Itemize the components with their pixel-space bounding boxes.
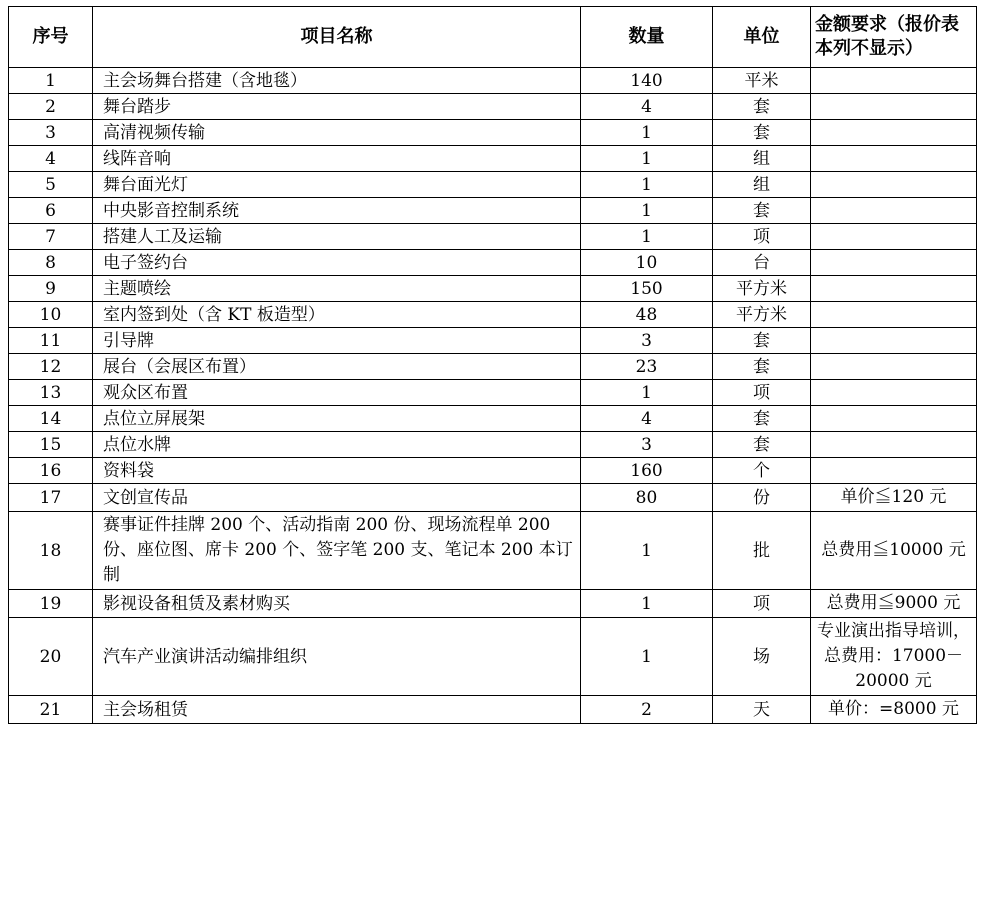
row-name: 点位立屏展架: [93, 406, 581, 432]
table-row: [9, 484, 977, 512]
row-amount: [811, 224, 977, 250]
row-qty: 160: [581, 458, 713, 484]
row-name: 中央影音控制系统: [93, 198, 581, 224]
row-amount: 单价：=8000 元: [811, 696, 977, 724]
table-row: [9, 146, 977, 172]
row-no: 6: [9, 198, 93, 224]
row-no: 19: [9, 590, 93, 618]
row-no: 18: [9, 512, 93, 590]
row-amount: 单价≦120 元: [811, 484, 977, 512]
row-name: 舞台踏步: [93, 94, 581, 120]
row-qty: 1: [581, 146, 713, 172]
row-unit: 套: [713, 94, 811, 120]
header-row: [9, 7, 977, 68]
row-qty: 1: [581, 120, 713, 146]
row-amount: [811, 172, 977, 198]
table-row: [9, 432, 977, 458]
row-qty: 1: [581, 172, 713, 198]
row-name: 主题喷绘: [93, 276, 581, 302]
row-amount: [811, 94, 977, 120]
table-row: [9, 276, 977, 302]
row-unit: 套: [713, 198, 811, 224]
row-unit: 组: [713, 172, 811, 198]
header-qty: 数量: [581, 7, 713, 68]
row-name: 汽车产业演讲活动编排组织: [93, 618, 581, 696]
table-row: [9, 696, 977, 724]
quotation-table: [8, 6, 977, 724]
row-qty: 80: [581, 484, 713, 512]
row-unit: 场: [713, 618, 811, 696]
row-unit: 个: [713, 458, 811, 484]
row-qty: 1: [581, 512, 713, 590]
row-amount: [811, 380, 977, 406]
row-unit: 台: [713, 250, 811, 276]
row-qty: 4: [581, 94, 713, 120]
table-row: [9, 590, 977, 618]
header-unit: 单位: [713, 7, 811, 68]
row-amount: [811, 146, 977, 172]
row-amount: [811, 328, 977, 354]
table-row: [9, 224, 977, 250]
row-name: 舞台面光灯: [93, 172, 581, 198]
row-name: 影视设备租赁及素材购买: [93, 590, 581, 618]
row-qty: 140: [581, 68, 713, 94]
table-row: [9, 120, 977, 146]
header-no: 序号: [9, 7, 93, 68]
table-row: [9, 172, 977, 198]
row-name: 赛事证件挂牌 200 个、活动指南 200 份、现场流程单 200 份、座位图、席卡 200 个、签字笔 200 支、笔记本 200 本订制: [93, 512, 581, 590]
row-no: 5: [9, 172, 93, 198]
row-no: 21: [9, 696, 93, 724]
header-name: 项目名称: [93, 7, 581, 68]
row-amount: [811, 276, 977, 302]
row-unit: 天: [713, 696, 811, 724]
row-qty: 3: [581, 328, 713, 354]
row-unit: 套: [713, 120, 811, 146]
row-qty: 4: [581, 406, 713, 432]
row-name: 主会场舞台搭建（含地毯）: [93, 68, 581, 94]
row-unit: 平方米: [713, 302, 811, 328]
row-amount: 总费用≦9000 元: [811, 590, 977, 618]
row-name: 文创宣传品: [93, 484, 581, 512]
row-no: 11: [9, 328, 93, 354]
row-qty: 1: [581, 590, 713, 618]
row-amount: 总费用≦10000 元: [811, 512, 977, 590]
row-no: 14: [9, 406, 93, 432]
table-row: [9, 618, 977, 696]
row-unit: 套: [713, 432, 811, 458]
row-amount: [811, 250, 977, 276]
table-row: [9, 198, 977, 224]
row-no: 3: [9, 120, 93, 146]
row-unit: 套: [713, 354, 811, 380]
row-name: 引导牌: [93, 328, 581, 354]
row-no: 7: [9, 224, 93, 250]
row-amount: [811, 432, 977, 458]
row-qty: 23: [581, 354, 713, 380]
row-unit: 套: [713, 406, 811, 432]
table-row: [9, 354, 977, 380]
row-no: 17: [9, 484, 93, 512]
row-unit: 项: [713, 224, 811, 250]
row-qty: 48: [581, 302, 713, 328]
row-no: 13: [9, 380, 93, 406]
header-amount: 金额要求（报价表本列不显示）: [811, 7, 977, 68]
row-qty: 1: [581, 618, 713, 696]
row-name: 展台（会展区布置）: [93, 354, 581, 380]
row-amount: [811, 406, 977, 432]
row-name: 点位水牌: [93, 432, 581, 458]
table-row: [9, 94, 977, 120]
row-amount: [811, 354, 977, 380]
row-amount: [811, 302, 977, 328]
row-name: 室内签到处（含 KT 板造型）: [93, 302, 581, 328]
row-qty: 3: [581, 432, 713, 458]
row-no: 10: [9, 302, 93, 328]
row-qty: 1: [581, 198, 713, 224]
row-unit: 平方米: [713, 276, 811, 302]
table-row: [9, 458, 977, 484]
row-no: 12: [9, 354, 93, 380]
row-unit: 份: [713, 484, 811, 512]
table-row: [9, 512, 977, 590]
row-name: 电子签约台: [93, 250, 581, 276]
row-no: 20: [9, 618, 93, 696]
row-name: 观众区布置: [93, 380, 581, 406]
row-no: 9: [9, 276, 93, 302]
row-unit: 平米: [713, 68, 811, 94]
row-no: 1: [9, 68, 93, 94]
table-row: [9, 380, 977, 406]
row-qty: 1: [581, 380, 713, 406]
row-no: 16: [9, 458, 93, 484]
row-amount: [811, 68, 977, 94]
row-qty: 10: [581, 250, 713, 276]
row-qty: 150: [581, 276, 713, 302]
row-no: 2: [9, 94, 93, 120]
row-unit: 项: [713, 380, 811, 406]
row-amount: [811, 458, 977, 484]
table-row: [9, 328, 977, 354]
row-amount: [811, 120, 977, 146]
row-no: 4: [9, 146, 93, 172]
row-unit: 项: [713, 590, 811, 618]
row-amount: 专业演出指导培训，总费用：17000－20000 元: [811, 618, 977, 696]
row-name: 搭建人工及运输: [93, 224, 581, 250]
row-unit: 批: [713, 512, 811, 590]
row-amount: [811, 198, 977, 224]
row-name: 线阵音响: [93, 146, 581, 172]
table-row: [9, 302, 977, 328]
row-unit: 组: [713, 146, 811, 172]
table-row: [9, 68, 977, 94]
row-qty: 2: [581, 696, 713, 724]
row-name: 高清视频传输: [93, 120, 581, 146]
row-qty: 1: [581, 224, 713, 250]
row-name: 资料袋: [93, 458, 581, 484]
row-no: 15: [9, 432, 93, 458]
row-no: 8: [9, 250, 93, 276]
table-row: [9, 406, 977, 432]
row-name: 主会场租赁: [93, 696, 581, 724]
row-unit: 套: [713, 328, 811, 354]
table-row: [9, 250, 977, 276]
